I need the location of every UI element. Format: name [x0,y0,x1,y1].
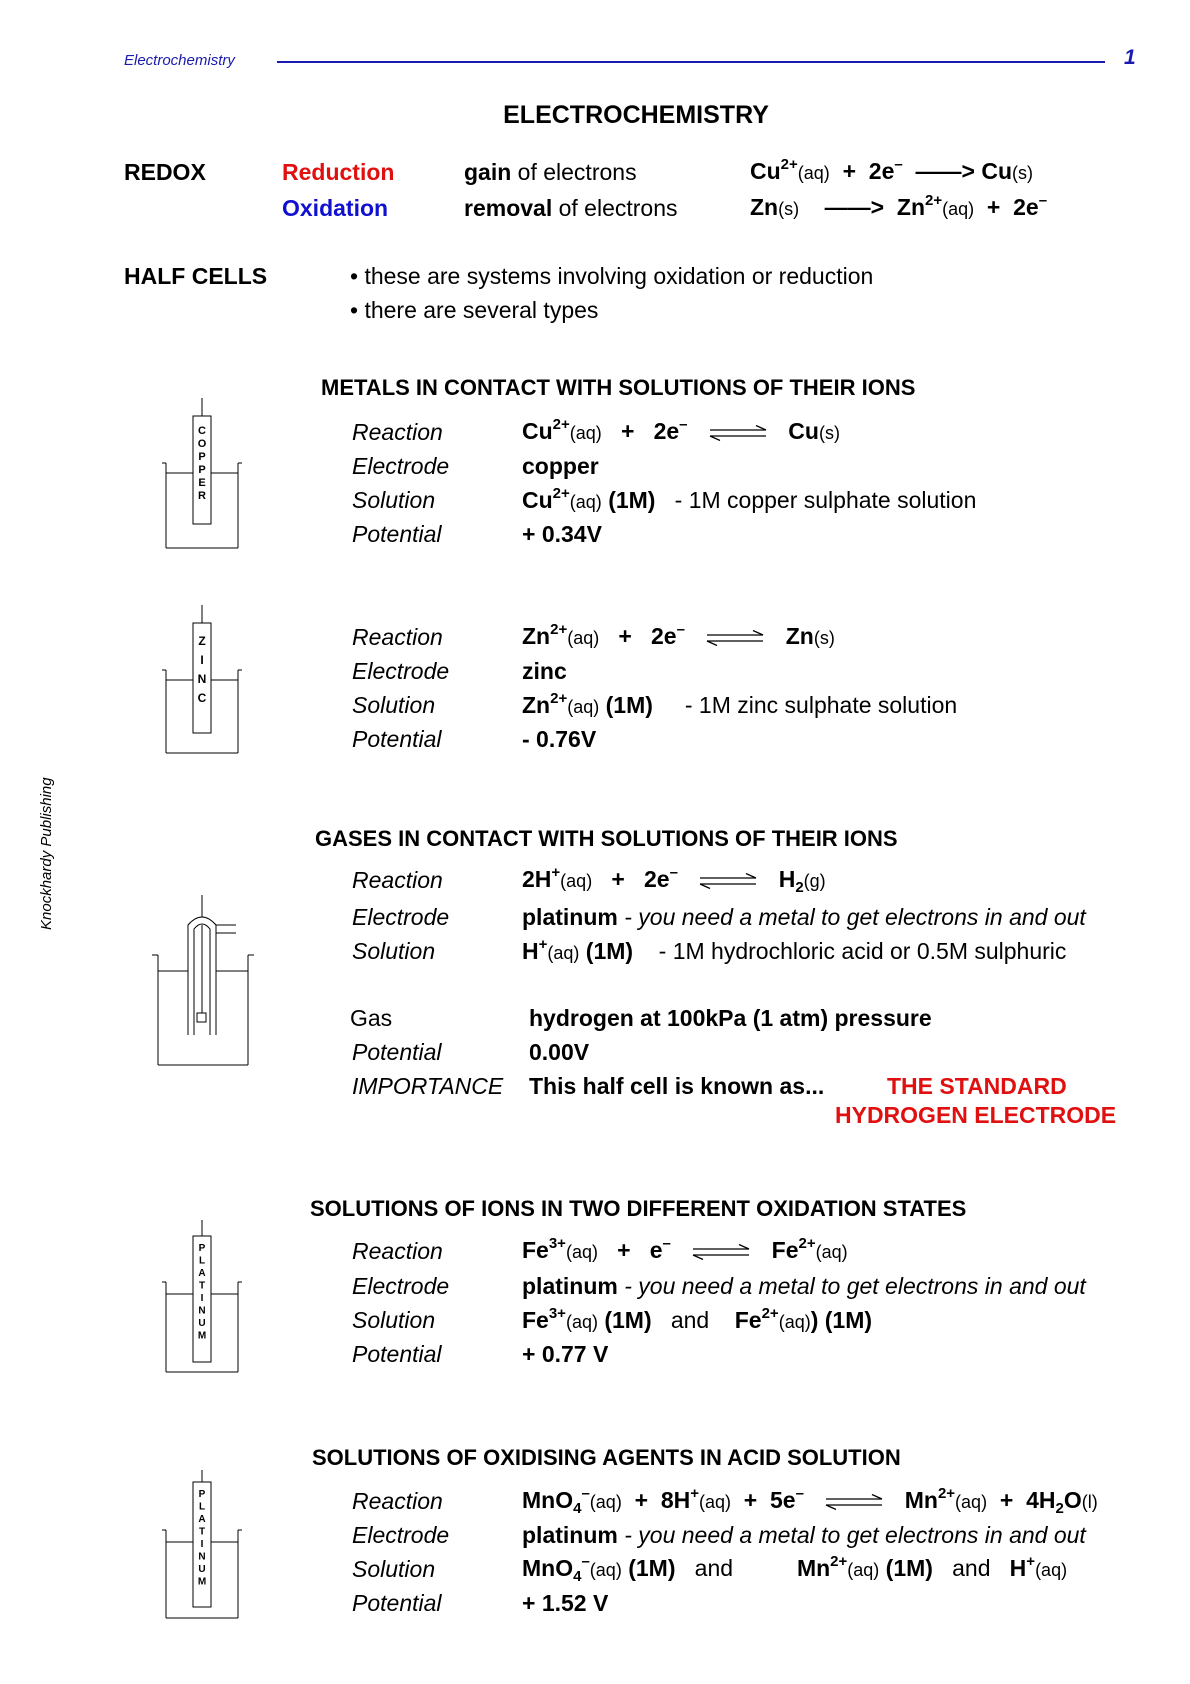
oxidation-term: Oxidation [282,195,389,221]
oxidation-definition: removal of electrons [464,195,678,221]
fe-reaction-key: Reaction [352,1238,443,1264]
mn-solution-key: Solution [352,1556,436,1582]
fe-potential: + 0.77 V [522,1341,609,1367]
equilibrium-arrow-icon [824,1494,884,1510]
mn-electrode-key: Electrode [352,1522,450,1548]
h-gas: hydrogen at 100kPa (1 atm) pressure [529,1005,932,1031]
equilibrium-arrow-icon [691,1244,751,1260]
fe-solution-key: Solution [352,1307,436,1333]
cu-potential-key: Potential [352,521,442,547]
section-oxidising-agents-heading: SOLUTIONS OF OXIDISING AGENTS IN ACID SOLUTION [312,1445,901,1470]
header-title: Electrochemistry [124,52,235,69]
mn-potential-key: Potential [352,1590,442,1616]
mn-electrode: platinum - you need a metal to get electrons in and out [522,1522,1086,1548]
equilibrium-arrow-icon [698,873,758,889]
mn-potential: + 1.52 V [522,1590,609,1616]
oxidation-equation: Zn(s) ——> $Zn^{2+}(aq) + 2e^-$ [750,192,1048,220]
equilibrium-arrow-icon [705,630,765,646]
zn-reaction: $Zn^{2+}(aq)$ + 2e– Zn(s) [522,621,835,649]
zn-potential: - 0.76V [522,726,597,752]
reduction-term: Reduction [282,159,395,185]
h-solution-key: Solution [352,938,436,964]
bullet-1: • these are systems involving oxidation or reduction [350,263,874,289]
zinc-electrode-label: Z I N C [197,634,207,705]
cu-reaction: $Cu^{2+}(aq)$ + 2e– Cu(s) [522,416,840,444]
zn-electrode: zinc [522,658,567,684]
cu-potential: + 0.34V [522,521,602,547]
half-cells-label: HALF CELLS [124,263,268,289]
h-electrode: platinum - you need a metal to get electrons in and out [522,904,1086,930]
zn-solution-key: Solution [352,692,436,718]
mn-reaction-key: Reaction [352,1488,443,1514]
platinum-electrode-label: P L A T I N U M [197,1243,207,1342]
h-importance-key: IMPORTANCE [352,1073,504,1099]
redox-label: REDOX [124,159,206,185]
fe-solution: $Fe^{3+}(aq)$ (1M) and $Fe^{2+}(aq)$) (1M) [522,1305,873,1333]
zn-potential-key: Potential [352,726,442,752]
zn-solution: $Zn^{2+}(aq)$ (1M) - 1M zinc sulphate solution [522,690,958,718]
h-gas-key: Gas [350,1005,393,1031]
h-electrode-key: Electrode [352,904,450,930]
cu-electrode: copper [522,453,599,479]
cu-reaction-key: Reaction [352,419,443,445]
zn-reaction-key: Reaction [352,624,443,650]
h-reaction: 2H+(aq) + 2e– $H_2(g)$ [522,864,826,896]
cu-electrode-key: Electrode [352,453,450,479]
platinum-cell-diagram-1 [160,1220,244,1374]
fe-reaction: $Fe^{3+}(aq)$ + e– $Fe^{2+}(aq)$ [522,1235,848,1263]
h-reaction-key: Reaction [352,867,443,893]
copper-electrode-label: C O P P E R [197,425,207,502]
header-rule [277,61,1105,63]
equilibrium-arrow-icon [708,425,768,441]
section-gases-heading: GASES IN CONTACT WITH SOLUTIONS OF THEIR IONS [315,826,898,851]
h-potential: 0.00V [529,1039,590,1065]
cu-solution-key: Solution [352,487,436,513]
main-title: ELECTROCHEMISTRY [503,101,769,129]
mn-solution: MnO$_4$–(aq) (1M) and $Mn^{2+}(aq)$ (1M) and H+(aq) [522,1553,1068,1585]
fe-electrode: platinum - you need a metal to get electrons in and out [522,1273,1086,1299]
h-potential-key: Potential [352,1039,442,1065]
mn-reaction: MnO$_4$–(aq) + 8H+(aq) + 5e– $Mn^{2+}(aq) + 4H_2O(l)$ [522,1485,1098,1517]
reduction-definition: gain of electrons [464,159,637,185]
side-publisher: Knockhardy Publishing [38,777,55,930]
copper-cell-diagram [160,398,244,550]
h-solution: H+(aq) (1M) - 1M hydrochloric acid or 0.5M sulphuric [522,936,1067,964]
platinum-electrode-label: P L A T I N U M [197,1489,207,1588]
section-oxidation-states-heading: SOLUTIONS OF IONS IN TWO DIFFERENT OXIDATION STATES [310,1196,967,1221]
zinc-cell-diagram [160,605,244,755]
section-metals-heading: METALS IN CONTACT WITH SOLUTIONS OF THEIR IONS [321,375,916,400]
standard-label-1: THE STANDARD [887,1073,1067,1099]
cu-solution: $Cu^{2+}(aq)$ (1M) - 1M copper sulphate solution [522,485,977,513]
h-importance: This half cell is known as... [529,1073,825,1099]
page-number: 1 [1124,46,1136,69]
reduction-equation: $Cu^{2+}(aq) + 2e^-$ ——> Cu(s) [750,156,1034,184]
zn-electrode-key: Electrode [352,658,450,684]
fe-electrode-key: Electrode [352,1273,450,1299]
bullet-2: • there are several types [350,297,599,323]
standard-label-2: HYDROGEN ELECTRODE [835,1102,1117,1128]
platinum-cell-diagram-2 [160,1470,244,1620]
hydrogen-electrode-diagram [150,895,256,1067]
fe-potential-key: Potential [352,1341,442,1367]
